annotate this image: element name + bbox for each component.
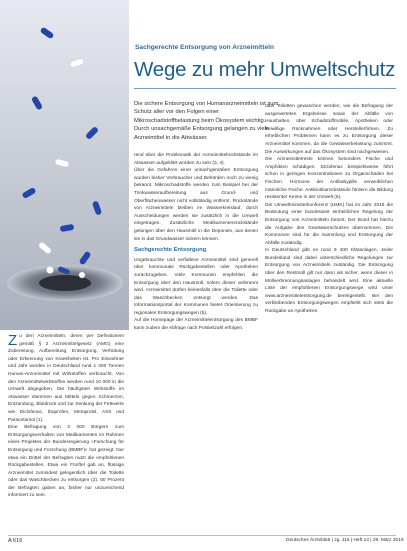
paragraph: Ungebrauchte und verfallene Arzneimittel sind generell über kommunale Rückgabestellen oder Apotheken zurückzugeben. Viele Kommunen empfehlen die Entsorgung über den Hausmüll, sofern dieser verbrannt wird. Arzneimittel dürfen keinesfalls über die Toilette oder das Waschbecken entsorgt werden. Das Informationsportal der Kommunen bietet Orientierung zu regionalen Entsorgungswegen (5). <box>134 257 258 316</box>
article-lead: Die sichere Entsorgung von Humanarzneimitteln ist zum Schutz aller vor den Folgen einer Mikroschadstoffbelastung beim Ökosystem wichtig. Durch unsachgemäße Entsorgung gelangen zu viele Arzneimittel in die Abwässer. <box>134 101 279 141</box>
paragraph: u den Arzneimitteln, deren per Definitionem gemäß § 2 Arzneimittelgesetz (AMG) eine Zubereitung, Aufbereitung, Entsorgung, Verhütung oder Erkennung von Krankheiten ist. Pro Einwohner und Jahr werden in Deutschland rund 1 400 Tonnen Human-Arzneimittel mit Wirkstoffen verbraucht. Von den Arzneimittelwirkstoffen werden rund 10 000 in die Umwelt abgegeben. Die häufigsten Wirkstoffe im Abwasser stammen aus Mitteln gegen Schmerzen, Entzündung, Blutdruck und zur Senkung der Fettwerte wie Diclofenac, Ibuprofen, Metoprolol, ASS und Paracetamol (1). <box>8 334 124 423</box>
paragraph: Auf die Homepage der Arzneimittelentsorgung des BMBF kann zudem die Abfrage nach Postleitzahl erfolgen. <box>134 318 258 332</box>
paragraph: Über die Gefahren einer unsachgemäßen Entsorgung wurden bisher Verbraucher und Behörden noch zu wenig bekannt. Mikroschadstoffe werden zum Beispiel bei der Trinkwasseraufbereitung aus Grund- und Oberflächenwasser nicht vollständig entfernt. Rückstände von Arzneimitteln bleiben im Wasserkreislauf, durch Ausscheidungen werden sie zusätzlich in die Umwelt eingetragen. Zusätzliche Medikamentenrückstände gelangen über den Hausmüll in die Deponien, aus denen sie in das Grundwasser sickern können. <box>134 168 258 242</box>
text-column-2 <box>134 152 258 333</box>
paragraph: Die Umweltministerkonferenz (UMK) hat im Jahr 2016 die Bedeutung einer bundesweit einheitlichen Regelung der Entsorgung von Arzneimitteln betont. Der Bund hat hierzu die Aufgabe des Gewässerschutzes übernommen. Die Kommunen sind für die Sammlung und Entsorgung der Abfälle zuständig. <box>265 202 393 246</box>
paragraph: oder Toiletten gewaschen werden, wie die Befragung der ausgewerteten Ergebnisse sowie der Abfälle von Haushalten, über Schadstoffmobile, Apotheken oder freiwillige Rücknahmen oder Herstellerfirmen. Zu erheblichen Problemen kann es zu Entsorgung dieser Arzneimittel kommen, da die Gewässerbelastung zunimmt. Die Auswirkungen auf das Ökosystem sind nachgewiesen. <box>265 104 393 155</box>
footer-rule <box>8 535 396 536</box>
title-rule <box>134 88 396 89</box>
text-column-3 <box>265 103 393 316</box>
drop-cap: Z <box>8 332 18 349</box>
journal-citation: Deutsches Ärzteblatt | Jg. 116 | Heft 13 | 29. März 2019 <box>286 538 404 543</box>
paragraph: In Deutschland gibt es rund 9 400 Kläranlagen. Jeder Bundesland sind dabei unterschiedliche Regelungen zur Entsorgung von Arzneimitteln zuständig. Die Entsorgung über den Restmüll gilt nur dann als sicher, wenn dieser in Müllverbrennungsanlagen behandelt wird. Eine aktuelle Liste der empfohlenen Entsorgungswege wird unter www.arzneimittelentsorgung.de bereitgestellt. Bei den verbleibenden Entsorgungswegen empfiehlt sich stets die Rückgabe an Apotheken. <box>265 248 393 315</box>
paragraph: Die Arzneimittelreste können besonders Fische und Amphibien schädigen. Diclofenac beispielsweise führt schon in geringen Konzentrationen zu Organschäden bei Fischen. Hormone der Antibabypille verweiblichen männliche Fische. Antibiotikarückstände fördern die Bildung resistenter Keime in der Umwelt (6). <box>265 157 393 201</box>
page-number: A 616 <box>8 538 23 544</box>
text-column-1 <box>8 333 124 500</box>
paragraph: Eine Befragung von 2 000 Bürgern zum Entsorgungsverhalten von Medikamenten im Rahmen eines Projektes der Bundesregierung »Forschung für Entsorgung und Forschung (BMBF)« hat gezeigt: Nur etwa ein Drittel der Befragten nutzt die empfohlenen Rückgabestellen. Etwa ein Fünftel gab an, flüssige Arzneimittel zumindest gelegentlich über die Toilette oder das Waschbecken zu entsorgen (2). 50 Prozent der Befragten gaben an, bisher nur unzureichend informiert zu sein. <box>8 425 124 499</box>
section-subhead: Sachgerechte Entsorgung <box>134 247 207 254</box>
hero-photo-pills-falling-into-drain <box>0 0 129 330</box>
article-title: Wege zu mehr Umweltschutz <box>134 58 396 81</box>
pills-illustration <box>0 0 129 330</box>
paragraph: rend über die Problematik der Arzneimittelrückstände im Abwasser aufgeklärt worden zu sein (3, 4). <box>134 153 258 166</box>
article-kicker: Sachgerechte Entsorgung von Arzneimitteln <box>135 44 274 51</box>
